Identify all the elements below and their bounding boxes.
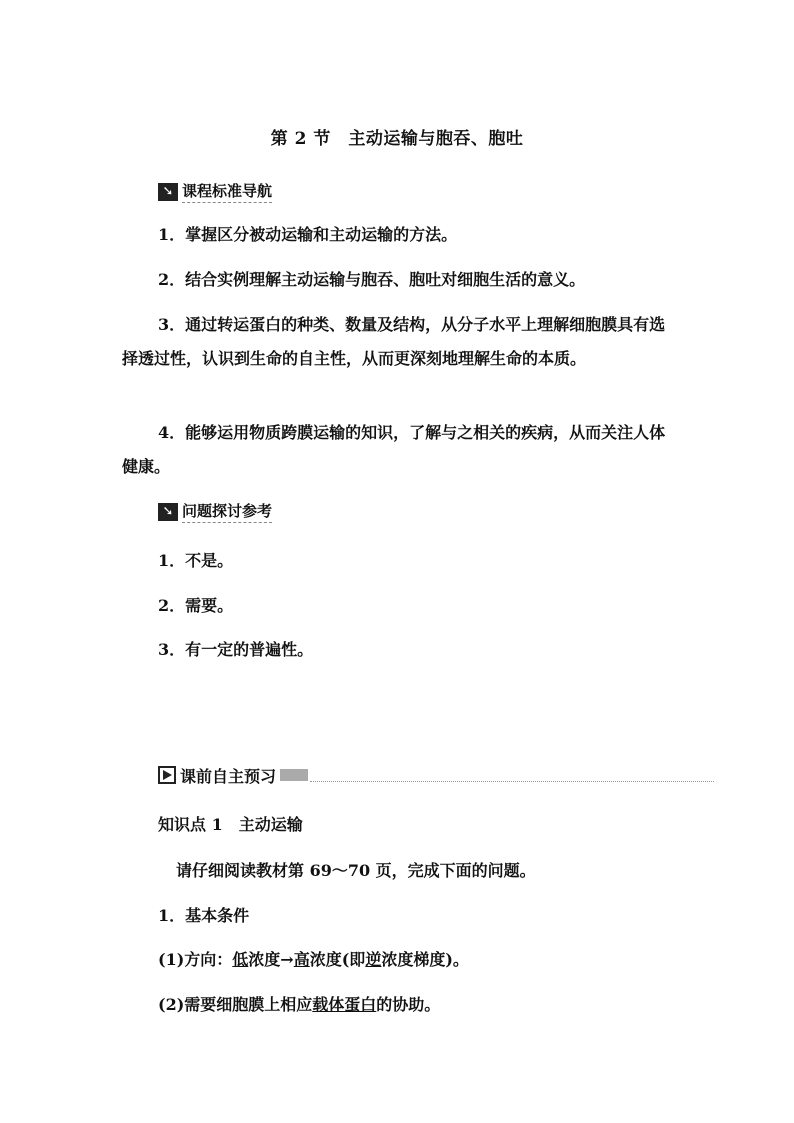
page-title: 第 2 节 主动运输与胞吞、胞吐 (270, 129, 524, 149)
text: (1)方向： (158, 950, 233, 969)
blank-answer: 逆 (365, 950, 382, 969)
list-item: 4．能够运用物质跨膜运输的知识，了解与之相关的疾病，从而关注人体健康。 (122, 423, 666, 476)
list-item: 3．通过转运蛋白的种类、数量及结构，从分子水平上理解细胞膜具有选择透过性，认识到生命的自主性，从而更深刻地理解生命的本质。 (122, 315, 666, 368)
blank-answer: 低 (232, 950, 249, 969)
list-item: 2．结合实例理解主动运输与胞吞、胞吐对细胞生活的意义。 (158, 270, 586, 289)
intro-text: 请仔细阅读教材第 69～70 页，完成下面的问题。 (176, 861, 536, 880)
knowledge-heading: 知识点 1 主动运输 (158, 815, 303, 834)
list-item: 2．需要。 (158, 596, 234, 615)
condition-carrier (158, 992, 440, 1015)
section-label: 课前自主预习 (180, 766, 277, 786)
arrow-box-icon: ➘ (158, 183, 178, 201)
list-item: 1．不是。 (158, 551, 234, 570)
text: (2)需要细胞膜上相应 (158, 995, 313, 1014)
section-label: 问题探讨参考 (182, 500, 272, 523)
dotted-divider (310, 769, 714, 782)
text: 浓度(即 (309, 950, 366, 969)
list-item: 1．掌握区分被动运输和主动运输的方法。 (158, 225, 458, 244)
blank-answer: 载体蛋白 (312, 995, 377, 1014)
section-header-problem-discussion (158, 500, 272, 523)
section-header-course-standards (158, 180, 272, 203)
text: 的协助。 (376, 995, 441, 1014)
condition-direction (158, 947, 469, 970)
play-box-icon (158, 766, 176, 784)
decor-block (280, 769, 308, 781)
text: 浓度→ (248, 950, 294, 969)
list-item: 3．有一定的普遍性。 (158, 640, 314, 659)
text: 浓度梯度)。 (381, 950, 469, 969)
section-header-preview (158, 764, 714, 786)
list-item: 1．基本条件 (158, 906, 250, 925)
arrow-box-icon: ➘ (158, 503, 178, 521)
blank-answer: 高 (293, 950, 310, 969)
section-label: 课程标准导航 (182, 180, 272, 203)
